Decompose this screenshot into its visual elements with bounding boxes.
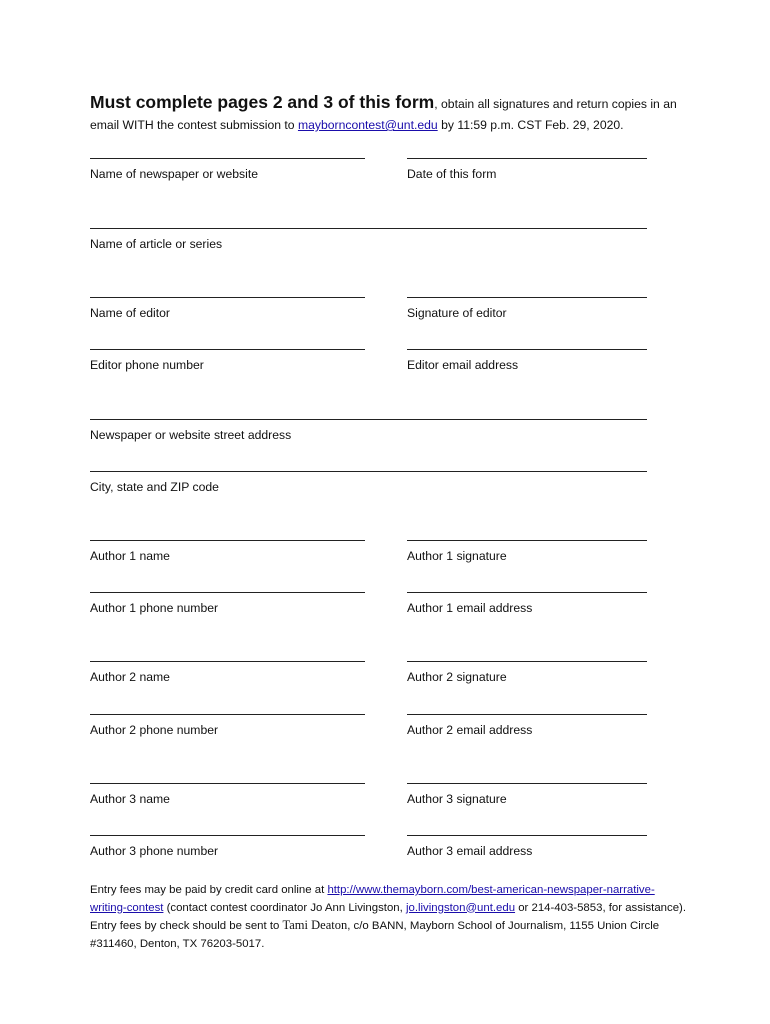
entry-fee-note [90, 882, 690, 953]
signature-line[interactable] [90, 158, 365, 159]
signature-line[interactable] [90, 835, 365, 836]
intro-text: , obtain all signatures and return copies in an email WITH the contest submission to [90, 97, 677, 132]
editor-phone-field[interactable] [90, 349, 365, 372]
contest-url-link[interactable]: http://www.themayborn.com/best-american-newspaper-narrative-writing-contest [90, 884, 655, 914]
article-name-label: Name of article or series [90, 237, 223, 251]
signature-line[interactable] [90, 349, 365, 350]
author2-signature-field[interactable] [407, 661, 647, 684]
author2-signature-label: Author 2 signature [407, 670, 507, 684]
author1-name-label: Author 1 name [90, 549, 170, 563]
signature-line[interactable] [407, 158, 647, 159]
city-state-zip-field[interactable] [90, 471, 647, 494]
signature-line[interactable] [407, 661, 647, 662]
signature-line[interactable] [407, 835, 647, 836]
newspaper-name-field[interactable] [90, 158, 365, 181]
contest-email-link[interactable]: mayborncontest@unt.edu [297, 118, 438, 132]
street-address-label: Newspaper or website street address [90, 428, 292, 442]
signature-line[interactable] [90, 419, 647, 420]
author1-name-field[interactable] [90, 540, 365, 563]
author2-name-label: Author 2 name [90, 670, 170, 684]
author3-email-field[interactable] [407, 835, 647, 858]
author1-signature-field[interactable] [407, 540, 647, 563]
footer-text: Entry fees may be paid by credit card online at [90, 884, 328, 896]
signature-line[interactable] [407, 297, 647, 298]
coordinator-email-link[interactable]: jo.livingston@unt.edu [405, 901, 516, 914]
editor-phone-label: Editor phone number [90, 358, 204, 372]
editor-name-field[interactable] [90, 297, 365, 320]
footer-text: or 214-403-5853, for assistance). Entry fees by check should be sent to [90, 901, 687, 932]
author3-phone-field[interactable] [90, 835, 365, 858]
signature-line[interactable] [407, 714, 647, 715]
city-state-zip-label: City, state and ZIP code [90, 480, 219, 494]
editor-email-field[interactable] [407, 349, 647, 372]
signature-line[interactable] [90, 592, 365, 593]
newspaper-name-label: Name of newspaper or website [90, 167, 259, 181]
signature-line[interactable] [90, 714, 365, 715]
signature-line[interactable] [90, 661, 365, 662]
author1-email-label: Author 1 email address [407, 601, 533, 615]
intro-paragraph [90, 92, 690, 136]
editor-email-label: Editor email address [407, 358, 519, 372]
author2-name-field[interactable] [90, 661, 365, 684]
intro-heading: Must complete pages 2 and 3 of this form [90, 92, 435, 112]
author1-email-field[interactable] [407, 592, 647, 615]
signature-line[interactable] [90, 783, 365, 784]
signature-line[interactable] [90, 297, 365, 298]
author3-signature-field[interactable] [407, 783, 647, 806]
author3-name-field[interactable] [90, 783, 365, 806]
signature-line[interactable] [407, 783, 647, 784]
footer-text: (contact contest coordinator Jo Ann Livingston, [163, 901, 406, 914]
author2-phone-field[interactable] [90, 714, 365, 737]
author2-email-label: Author 2 email address [407, 723, 533, 737]
editor-signature-field[interactable] [407, 297, 647, 320]
payee-name: Tami Deaton [282, 918, 348, 932]
signature-line[interactable] [90, 540, 365, 541]
footer-address: , c/o BANN, Mayborn School of Journalism, 1155 Union Circle #311460, Denton, TX 76203-5017. [90, 920, 660, 950]
author2-phone-label: Author 2 phone number [90, 723, 219, 737]
form-date-label: Date of this form [407, 167, 497, 181]
signature-line[interactable] [407, 349, 647, 350]
author1-signature-label: Author 1 signature [407, 549, 507, 563]
signature-line[interactable] [90, 471, 647, 472]
signature-line[interactable] [90, 228, 647, 229]
street-address-field[interactable] [90, 419, 647, 442]
intro-deadline: by 11:59 p.m. CST Feb. 29, 2020. [437, 118, 624, 132]
author2-email-field[interactable] [407, 714, 647, 737]
article-name-field[interactable] [90, 228, 647, 251]
editor-name-label: Name of editor [90, 306, 170, 320]
author3-phone-label: Author 3 phone number [90, 844, 219, 858]
author3-name-label: Author 3 name [90, 792, 170, 806]
editor-signature-label: Signature of editor [407, 306, 507, 320]
author1-phone-label: Author 1 phone number [90, 601, 219, 615]
signature-line[interactable] [407, 540, 647, 541]
author3-signature-label: Author 3 signature [407, 792, 507, 806]
author3-email-label: Author 3 email address [407, 844, 533, 858]
form-date-field[interactable] [407, 158, 647, 181]
author1-phone-field[interactable] [90, 592, 365, 615]
signature-line[interactable] [407, 592, 647, 593]
